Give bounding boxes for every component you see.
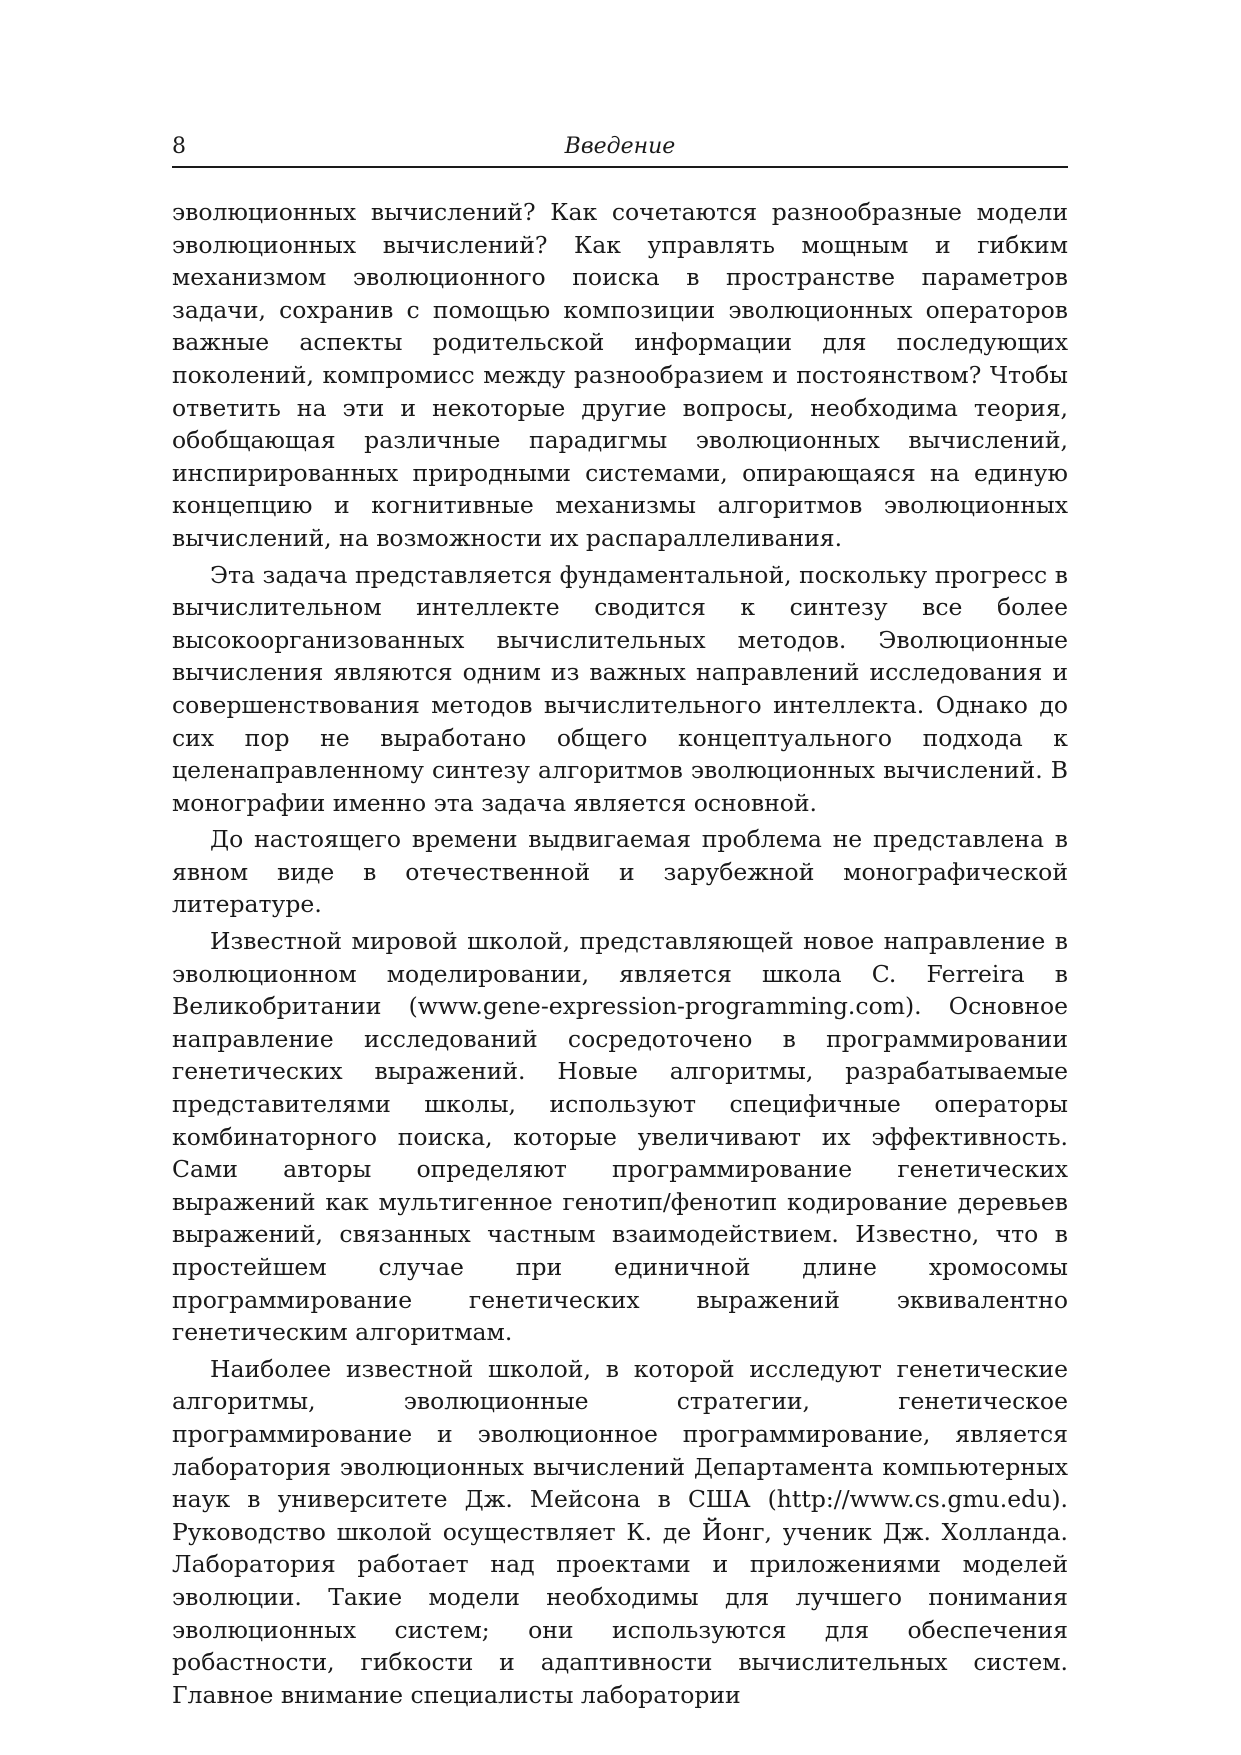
running-head: Введение bbox=[564, 134, 676, 159]
paragraph: До настоящего времени выдвигаемая проблема не представлена в явном виде в отечественной и зарубежной монографической литературе. bbox=[172, 825, 1068, 919]
paragraph: Эта задача представляется фундаментальной, поскольку прогресс в вычислительном интеллекте сводится к синтезу все более высокоорганизованных вычислительных методов. Эволюционные вычисления являются одним из важных направлений исследования и совершенствования методов вычислительного интеллекта. Однако до сих пор не выработано общего концептуального подхода к целенаправленному синтезу алгоритмов эволюционных вычислений. В монографии именно эта задача является основной. bbox=[172, 560, 1068, 817]
paragraph: эволюционных вычислений? Как сочетаются разнообразные модели эволюционных вычислений? Как управлять мощным и гибким механизмом эволюционного поиска в пространстве параметров задачи, сохранив с помощью композиции эволюционных операторов важные аспекты родительской информации для последующих поколений, компромисс между разнообразием и постоянством? Чтобы ответить на эти и некоторые другие вопросы, необходима теория, обобщающая различные парадигмы эволюционных вычислений, инспирированных природными системами, опирающаяся на единую концепцию и когнитивные механизмы алгоритмов эволюционных вычислений, на возможности их распараллеливания. bbox=[172, 198, 1068, 552]
paragraph: Известной мировой школой, представляющей новое направление в эволюционном моделировании, является школа C. Ferreira в Великобритании (www.gene-expression-programming.com). Основное направление исследований сосредоточено в программировании генетических выражений. Новые алгоритмы, разрабатываемые представителями школы, используют специфичные операторы комбинаторного поиска, которые увеличивают их эффективность. Сами авторы определяют программирование генетических выражений как мультигенное генотип/фенотип кодирование деревьев выражений, связанных частным взаимодействием. Известно, что в простейшем случае при единичной длине хромосомы программирование генетических выражений эквивалентно генетическим алгоритмам. bbox=[172, 927, 1068, 1347]
page-header bbox=[172, 132, 1068, 168]
body-text bbox=[172, 196, 1068, 1715]
paragraph: Наиболее известной школой, в которой исследуют генетические алгоритмы, эволюционные стратегии, генетическое программирование и эволюционное программирование, является лаборатория эволюционных вычислений Департамента компьютерных наук в университете Дж. Мейсона в США (http://www.cs.gmu.edu). Руководство школой осуществляет К. де Йонг, ученик Дж. Холланда. Лаборатория работает над проектами и приложениями моделей эволюции. Такие модели необходимы для лучшего понимания эволюционных систем; они используются для обеспечения робастности, гибкости и адаптивности вычислительных систем. Главное внимание специалисты лаборатории bbox=[172, 1354, 1068, 1709]
page-number: 8 bbox=[172, 134, 186, 159]
